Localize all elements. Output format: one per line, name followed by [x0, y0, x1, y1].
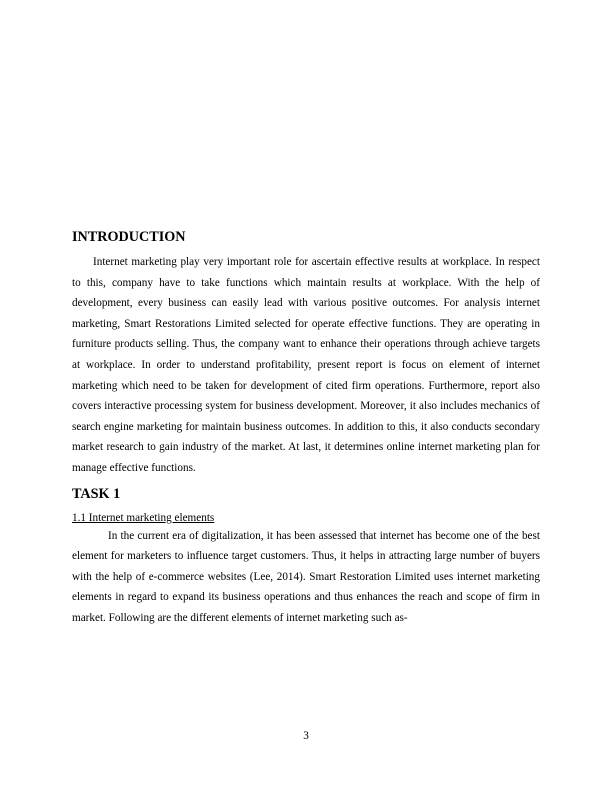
task1-subheading: 1.1 Internet marketing elements: [72, 511, 215, 524]
task1-heading: TASK 1: [72, 485, 121, 502]
introduction-heading: INTRODUCTION: [72, 229, 186, 245]
page-number: 3: [303, 730, 309, 742]
page-content: [72, 228, 540, 629]
introduction-paragraph: Internet marketing play very important role for ascertain effective results at workplace. In respect to this, company have to take functions which maintain results at workplace. With the help of development, every business can easily lead with various positive outcomes. For analysis internet marketing, Smart Restorations Limited selected for operate effective functions. They are operating in furniture products selling. Thus, the company want to enhance their operations through achieve targets at workplace. In order to understand profitability, present report is focus on element of internet marketing which need to be taken for development of cited firm operations. Furthermore, report also covers interactive processing system for business development. Moreover, it also includes mechanics of search engine marketing for maintain business outcomes. In addition to this, it also conducts secondary market research to gain industry of the market. At last, it determines online internet marketing plan for manage effective functions.: [72, 256, 540, 474]
task1-paragraph: In the current era of digitalization, it has been assessed that internet has become one of the best element for marketers to influence target customers. Thus, it helps in attracting large number of buyers with the help of e-commerce websites (Lee, 2014). Smart Restoration Limited uses internet marketing elements in regard to expand its business operations and thus enhances the reach and scope of firm in market. Following are the different elements of internet marketing such as-: [72, 529, 540, 624]
